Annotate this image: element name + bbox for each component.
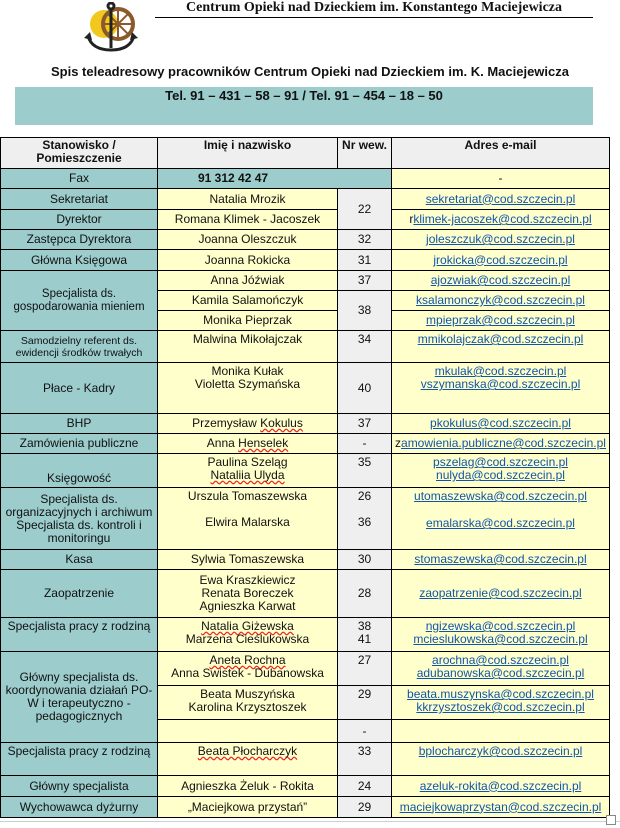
- name-cell: Anna Swistek - Dubanowska: [171, 666, 324, 680]
- name-cell: [158, 720, 338, 743]
- ext-cell: 26: [357, 489, 372, 503]
- ext-cell: 41: [357, 632, 372, 646]
- position-cell: Księgowość: [1, 454, 158, 488]
- name-cell: Natalia Mrozik: [158, 189, 338, 210]
- table-row: [1, 250, 610, 271]
- ext-cell: 35: [338, 454, 392, 488]
- table-row: [1, 271, 610, 291]
- email-link[interactable]: ksalamonczyk@cod.szczecin.pl: [416, 293, 585, 307]
- email-link[interactable]: beata.muszynska@cod.szczecin.pl: [407, 687, 594, 701]
- name-cell: Agnieszka Karwat: [199, 599, 296, 613]
- ext-cell: 40: [338, 363, 392, 414]
- name-cell: Joanna Rokicka: [158, 250, 338, 271]
- position-cell: Płace - Kadry: [1, 363, 158, 414]
- email-link[interactable]: mmikolajczak@cod.szczecin.pl: [417, 332, 584, 346]
- position-cell: Dyrektor: [1, 210, 158, 230]
- ext-cell: 38: [338, 291, 392, 331]
- position-cell: Główny specjalista ds. koordynowania działań PO-W i terapeutyczno - pedagogicznych: [1, 652, 158, 743]
- ext-cell: -: [338, 434, 392, 454]
- name-cell: Monika Pieprzak: [158, 311, 338, 331]
- table-header-row: [1, 138, 610, 169]
- email-link[interactable]: arochna@cod.szczecin.pl: [432, 653, 569, 667]
- table-row: [1, 454, 610, 488]
- table-row: [1, 652, 610, 686]
- email-link[interactable]: bplocharczyk@cod.szczecin.pl: [418, 744, 583, 758]
- name-last: Kokulus: [260, 416, 303, 430]
- email-link[interactable]: adubanowska@cod.szczecin.pl: [416, 666, 585, 680]
- header-position: Stanowisko / Pomieszczenie: [1, 138, 158, 169]
- email-link[interactable]: vszymanska@cod.szczecin.pl: [420, 377, 581, 391]
- table-row: [1, 230, 610, 250]
- name-cell: Nataliia Ulyda: [210, 468, 285, 482]
- logo-icon: [80, 2, 142, 54]
- table-row: [1, 363, 610, 414]
- email-link[interactable]: ajozwiak@cod.szczecin.pl: [430, 273, 571, 287]
- table-row: [1, 797, 610, 818]
- email-link[interactable]: utomaszewska@cod.szczecin.pl: [414, 489, 587, 503]
- contact-table: [0, 137, 610, 818]
- email-link[interactable]: mkulak@cod.szczecin.pl: [434, 364, 567, 378]
- position-cell: Specjalista ds. organizacyjnych i archiwum Specjalista ds. kontroli i monitoringu: [1, 488, 158, 550]
- email-link[interactable]: mcieslukowska@cod.szczecin.pl: [413, 632, 588, 646]
- email-link[interactable]: sekretariat@cod.szczecin.pl: [425, 191, 576, 206]
- name-cell: Paulina Szeląg: [207, 455, 288, 469]
- fax-row: [1, 169, 610, 189]
- table-row: [1, 414, 610, 434]
- name-cell: Ewa Kraszkiewicz: [199, 573, 296, 587]
- ext-cell: 30: [338, 550, 392, 570]
- email-link[interactable]: pkokulus@cod.szczecin.pl: [430, 416, 571, 430]
- phone-numbers: Tel. 91 – 431 – 58 – 91 / Tel. 91 – 454 – 18 – 50: [165, 88, 443, 103]
- name-cell: Karolina Krzysztoszek: [188, 700, 307, 714]
- email-link[interactable]: nulyda@cod.szczecin.pl: [436, 468, 565, 482]
- name-first: Anna: [206, 436, 235, 450]
- table-row: [1, 776, 610, 797]
- ext-cell: 37: [338, 414, 392, 434]
- resize-handle-icon: [606, 815, 616, 825]
- position-cell: BHP: [1, 414, 158, 434]
- name-first: Przemysław: [192, 416, 257, 430]
- name-cell: Renata Boreczek: [201, 586, 294, 600]
- email-link[interactable]: zaopatrzenie@cod.szczecin.pl: [419, 586, 582, 600]
- ext-cell: 24: [338, 776, 392, 797]
- name-cell: Anna Jóźwiak: [158, 271, 338, 291]
- name-cell: Beata Muszyńska: [200, 687, 295, 701]
- document-title: Spis teleadresowy pracowników Centrum Opieki nad Dzieckiem im. K. Maciejewicza: [50, 64, 569, 79]
- header-email: Adres e-mail: [392, 138, 610, 169]
- name-cell: Violetta Szymańska: [194, 377, 301, 391]
- ext-cell: 33: [338, 743, 392, 776]
- ext-cell: 31: [338, 250, 392, 271]
- position-cell: Wychowawca dyżurny: [1, 797, 158, 818]
- email-link[interactable]: amowienia.publiczne@cod.szczecin.pl: [401, 436, 606, 450]
- position-cell: Samodzielny referent ds. ewidencji środków trwałych: [1, 331, 158, 363]
- email-link[interactable]: jrokicka@cod.szczecin.pl: [433, 252, 568, 267]
- table-row: [1, 488, 610, 550]
- table-row: [1, 743, 610, 776]
- position-cell: Główna Księgowa: [1, 250, 158, 271]
- position-cell: Specjalista ds. gospodarowania mieniem: [1, 271, 158, 331]
- name-cell: „Maciejkowa przystań”: [158, 797, 338, 818]
- email-link[interactable]: maciejkowaprzystan@cod.szczecin.pl: [399, 799, 602, 814]
- fax-number: 91 312 42 47: [158, 169, 392, 189]
- ext-cell: 28: [338, 570, 392, 618]
- header-name: Imię i nazwisko: [158, 138, 338, 169]
- org-title: Centrum Opieki nad Dzieckiem im. Konstantego Maciejewicza: [155, 0, 593, 18]
- email-prefix: z: [395, 436, 402, 450]
- email-link[interactable]: ngizewska@cod.szczecin.pl: [425, 619, 576, 633]
- ext-cell: 32: [338, 230, 392, 250]
- position-cell: Sekretariat: [1, 189, 158, 210]
- name-cell: Romana Klimek - Jacoszek: [158, 210, 338, 230]
- email-link[interactable]: stomaszewska@cod.szczecin.pl: [414, 552, 587, 566]
- name-cell: Monika Kułak: [211, 364, 284, 378]
- header-ext: Nr wew.: [338, 138, 392, 169]
- position-cell: Zaopatrzenie: [1, 570, 158, 618]
- position-cell: Główny specjalista: [1, 776, 158, 797]
- name-cell: Elwira Malarska: [205, 515, 290, 529]
- name-cell: Aneta Rochna: [209, 653, 286, 667]
- table-row: [1, 189, 610, 210]
- ext-cell: 38: [357, 619, 372, 633]
- table-row: [1, 210, 610, 230]
- table-row: [1, 434, 610, 454]
- ext-cell: 22: [338, 189, 392, 230]
- table-row: [1, 550, 610, 570]
- ext-cell: 34: [338, 331, 392, 363]
- name-cell: Beata Płocharczyk: [158, 743, 338, 776]
- ext-cell: 29: [338, 686, 392, 720]
- fax-label: Fax: [1, 169, 158, 189]
- email-link[interactable]: pszelag@cod.szczecin.pl: [433, 455, 568, 469]
- name-cell: Marzena Cieślukowska: [185, 632, 310, 646]
- email-cell: [392, 720, 610, 743]
- email-link[interactable]: azeluk-rokita@cod.szczecin.pl: [419, 778, 582, 793]
- name-cell: Malwina Mikołajczak: [158, 331, 338, 363]
- name-cell: Urszula Tomaszewska: [187, 489, 308, 503]
- position-cell: Specjalista pracy z rodziną: [1, 743, 158, 776]
- name-cell: Agnieszka Żeluk - Rokita: [158, 776, 338, 797]
- email-link[interactable]: joleszczuk@cod.szczecin.pl: [426, 232, 575, 246]
- name-cell: Joanna Oleszczuk: [158, 230, 338, 250]
- name-last: Henselek: [238, 436, 289, 450]
- email-prefix: r: [409, 212, 414, 226]
- ext-cell: 27: [338, 652, 392, 686]
- position-cell: Specjalista pracy z rodziną: [1, 618, 158, 652]
- name-cell: Natalia Giżewska: [201, 619, 294, 633]
- position-cell: Zastępca Dyrektora: [1, 230, 158, 250]
- ext-cell: -: [338, 720, 392, 743]
- ext-cell: 37: [338, 271, 392, 291]
- email-link[interactable]: emalarska@cod.szczecin.pl: [426, 516, 575, 530]
- name-cell: Sylwia Tomaszewska: [158, 550, 338, 570]
- position-cell: Zamówienia publiczne: [1, 434, 158, 454]
- fax-email: -: [392, 169, 610, 189]
- table-row: [1, 570, 610, 618]
- email-link[interactable]: mpieprzak@cod.szczecin.pl: [426, 313, 575, 327]
- position-cell: Kasa: [1, 550, 158, 570]
- phone-banner: [15, 87, 593, 125]
- ext-cell: 36: [357, 515, 372, 529]
- name-cell: Kamila Salamończyk: [158, 291, 338, 311]
- email-link[interactable]: kkrzysztoszek@cod.szczecin.pl: [416, 700, 585, 714]
- ext-cell: 29: [338, 797, 392, 818]
- page-divider: [0, 821, 620, 822]
- table-row: [1, 618, 610, 652]
- email-link[interactable]: klimek-jacoszek@cod.szczecin.pl: [413, 212, 592, 226]
- table-row: [1, 331, 610, 363]
